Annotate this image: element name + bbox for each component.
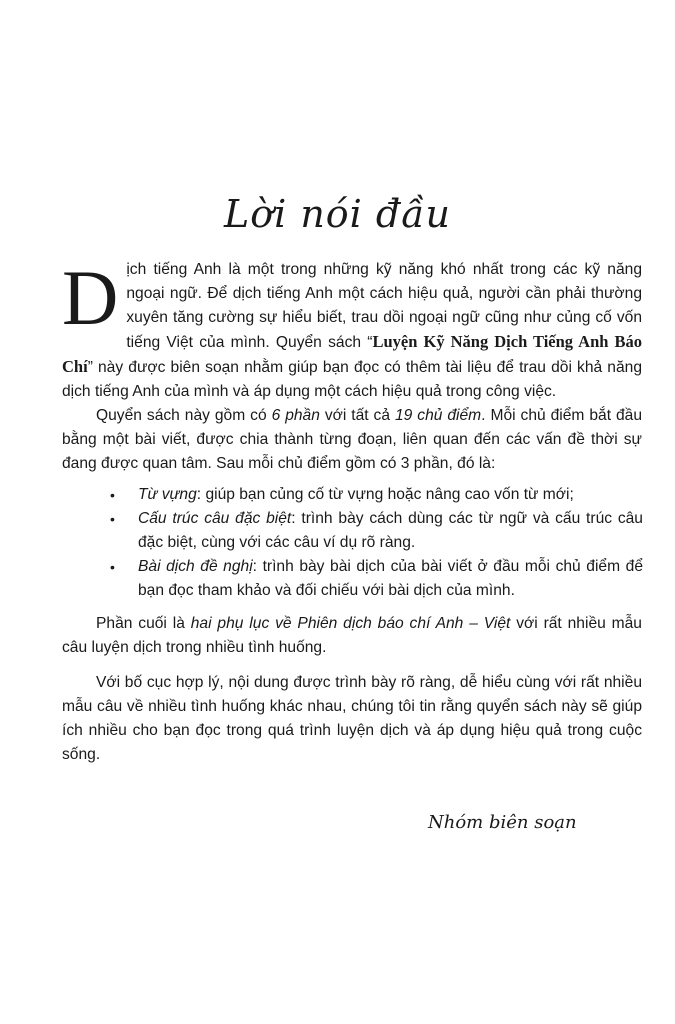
appendix-paragraph — [62, 612, 642, 660]
structure-paragraph — [62, 404, 642, 476]
bullet-icon: • — [110, 511, 115, 527]
parts-count: 6 phần — [271, 407, 320, 424]
drop-cap: D — [62, 254, 119, 341]
book-title: Luyện Kỹ Năng Dịch Tiếng Anh Báo Chí — [62, 332, 642, 376]
appendix-title: hai phụ lục về Phiên dịch báo chí Anh – Việt — [190, 615, 511, 632]
page-title: Lời nói đầu — [223, 192, 451, 236]
list-item-term: Cấu trúc câu đặc biệt — [138, 510, 292, 527]
list-item-desc: : giúp bạn củng cố từ vựng hoặc nâng cao vốn từ mới; — [196, 486, 574, 503]
section-list — [110, 483, 643, 603]
bullet-icon: • — [110, 487, 115, 503]
bullet-icon: • — [110, 559, 115, 575]
closing-text: Với bố cục hợp lý, nội dung được trình bày rõ ràng, dễ hiểu cùng với rất nhiều mẫu câu về nhiều tình huống khác nhau, chúng tôi tin rằng quyển sách này sẽ giúp ích nhiều cho bạn đọc trong quá trình luyện dịch và áp dụng hiệu quả trong cuộc sống. — [62, 674, 642, 763]
structure-text-3: . Mỗi chủ điểm bắt đầu bằng một bài viết, được chia thành từng đoạn, liên quan đến các vấn đề thời sự đang được quan tâm. Sau mỗi chủ điểm gồm có 3 phần, đó là: — [62, 407, 643, 472]
list-item-term: Bài dịch đề nghị — [138, 558, 253, 575]
list-item-desc: : trình bày bài dịch của bài viết ở đầu mỗi chủ điểm để bạn đọc tham khảo và đối chiếu với bài dịch của mình. — [138, 558, 643, 599]
structure-text-2: với tất cả — [319, 407, 395, 424]
intro-text-start: ịch tiếng Anh là một trong những kỹ năng khó nhất trong các kỹ năng ngoại ngữ. Để dịch tiếng Anh một cách hiệu quả, người cần phải thường xuyên tăng cường sự hiểu biết, trau dồi ngoại ngữ cũng như củng cố vốn tiếng Việt của mình. Quyển sách “ — [126, 261, 642, 351]
list-item — [110, 507, 643, 555]
appendix-text-2: với rất nhiều mẫu câu luyện dịch trong nhiều tình huống. — [62, 615, 642, 656]
intro-paragraph — [62, 254, 642, 404]
structure-text-1: Quyển sách này gồm có — [96, 407, 272, 424]
topics-count: 19 chủ điểm — [394, 407, 482, 424]
list-item-desc: : trình bày cách dùng các từ ngữ và cấu trúc câu đặc biệt, cùng với các câu ví dụ rõ ràng. — [138, 510, 643, 551]
list-item — [110, 483, 643, 507]
closing-paragraph — [62, 671, 642, 767]
appendix-text-1: Phần cuối là — [96, 615, 191, 632]
signature: Nhóm biên soạn — [428, 812, 577, 833]
list-item — [110, 555, 643, 603]
intro-text-end: ” này được biên soạn nhằm giúp bạn đọc có thêm tài liệu để trau dồi khả năng dịch tiếng Anh của mình và áp dụng một cách hiệu quả trong công việc. — [62, 359, 642, 400]
list-item-term: Từ vựng — [138, 486, 197, 503]
